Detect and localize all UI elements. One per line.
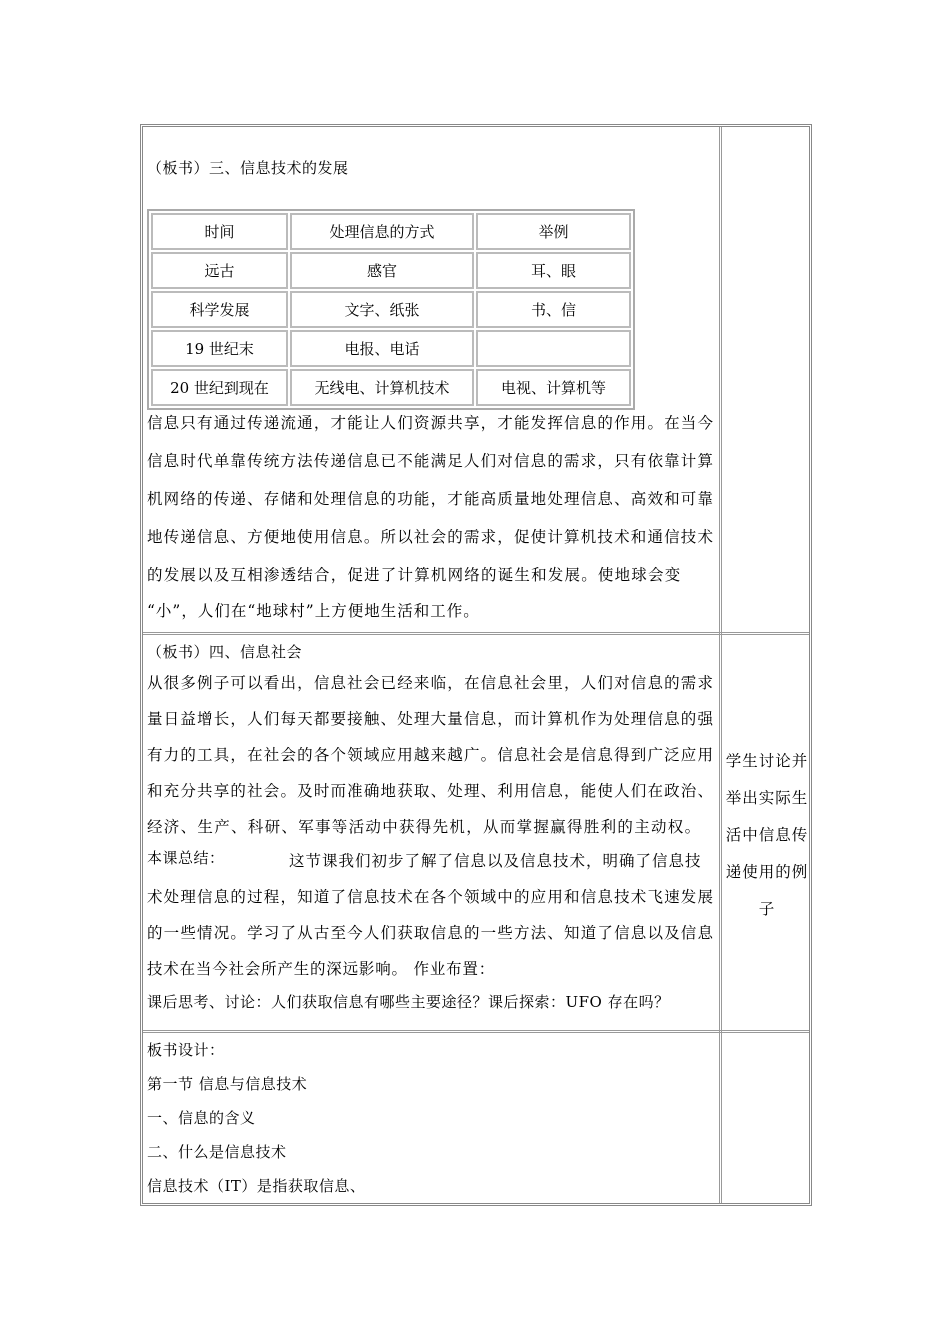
paragraph-line: 有力的工具，在社会的各个领域应用越来越广。信息社会是信息得到广泛应用 — [147, 746, 713, 764]
table-cell — [476, 330, 631, 367]
table-cell: 19 世纪末 — [151, 330, 288, 367]
board-design-line: 二、什么是信息技术 — [147, 1143, 287, 1161]
table-row — [151, 291, 631, 328]
board-design-row — [143, 1033, 809, 1203]
side-note-line: 活中信息传 — [725, 826, 809, 844]
homework-line: 课后思考、讨论：人们获取信息有哪些主要途径？课后探索：UFO 存在吗？ — [147, 993, 670, 1011]
paragraph-line: “小”，人们在“地球村”上方便地生活和工作。 — [147, 602, 480, 620]
table-cell: 电报、电话 — [290, 330, 474, 367]
section-4-row — [143, 635, 809, 1027]
table-cell: 感官 — [290, 252, 474, 289]
side-note-line: 子 — [758, 900, 776, 918]
table-cell: 文字、纸张 — [290, 291, 474, 328]
board-design-line: 信息技术（IT）是指获取信息、 — [147, 1177, 366, 1195]
summary-line: 这节课我们初步了解了信息以及信息技术，明确了信息技 — [289, 852, 702, 870]
header-cell: 处理信息的方式 — [290, 213, 474, 250]
section-4-heading: （板书）四、信息社会 — [147, 643, 303, 661]
table-row — [151, 369, 631, 406]
board-design-title: 板书设计： — [147, 1041, 225, 1059]
paragraph-line: 和充分共享的社会。及时而准确地获取、处理、利用信息，能使人们在政治、 — [147, 782, 713, 800]
header-cell: 举例 — [476, 213, 631, 250]
table-row — [151, 330, 631, 367]
side-note-line: 递使用的例 — [725, 863, 809, 881]
summary-label: 本课总结： — [147, 849, 225, 867]
lesson-plan-table — [140, 124, 812, 1206]
table-cell: 电视、计算机等 — [476, 369, 631, 406]
paragraph-line: 地传递信息、方便地使用信息。所以社会的需求，促使计算机技术和通信技术 — [147, 528, 713, 546]
table-header-row — [151, 213, 631, 250]
table-cell: 无线电、计算机技术 — [290, 369, 474, 406]
table-cell: 耳、眼 — [476, 252, 631, 289]
section-3-row — [143, 127, 809, 631]
header-cell: 时间 — [151, 213, 288, 250]
student-activity-note — [723, 743, 811, 928]
paragraph-line: 从很多例子可以看出，信息社会已经来临，在信息社会里，人们对信息的需求 — [147, 674, 713, 692]
table-cell: 远古 — [151, 252, 288, 289]
paragraph-line: 经济、生产、科研、军事等活动中获得先机，从而掌握赢得胜利的主动权。 — [147, 818, 702, 836]
table-cell: 科学发展 — [151, 291, 288, 328]
side-note-line: 学生讨论并 — [725, 752, 809, 770]
summary-line: 技术在当今社会所产生的深远影响。 作业布置： — [147, 960, 496, 978]
table-cell: 书、信 — [476, 291, 631, 328]
paragraph-line: 的发展以及互相渗透结合，促进了计算机网络的诞生和发展。使地球会变 — [147, 566, 682, 584]
info-development-table — [147, 209, 635, 410]
section-3-heading: （板书）三、信息技术的发展 — [147, 159, 349, 177]
table-row — [151, 252, 631, 289]
paragraph-line: 机网络的传递、存储和处理信息的功能，才能高质量地处理信息、高效和可靠 — [147, 490, 713, 508]
summary-line: 术处理信息的过程，知道了信息技术在各个领域中的应用和信息技术飞速发展 — [147, 888, 713, 906]
board-design-line: 一、信息的含义 — [147, 1109, 256, 1127]
paragraph-line: 信息只有通过传递流通，才能让人们资源共享，才能发挥信息的作用。在当今 — [147, 414, 713, 432]
board-design-line: 第一节 信息与信息技术 — [147, 1075, 308, 1093]
table-cell: 20 世纪到现在 — [151, 369, 288, 406]
side-note-line: 举出实际生 — [725, 789, 809, 807]
paragraph-line: 量日益增长，人们每天都要接触、处理大量信息，而计算机作为处理信息的强 — [147, 710, 713, 728]
paragraph-line: 信息时代单靠传统方法传递信息已不能满足人们对信息的需求，只有依靠计算 — [147, 452, 713, 470]
summary-line: 的一些情况。学习了从古至今人们获取信息的一些方法、知道了信息以及信息 — [147, 924, 713, 942]
